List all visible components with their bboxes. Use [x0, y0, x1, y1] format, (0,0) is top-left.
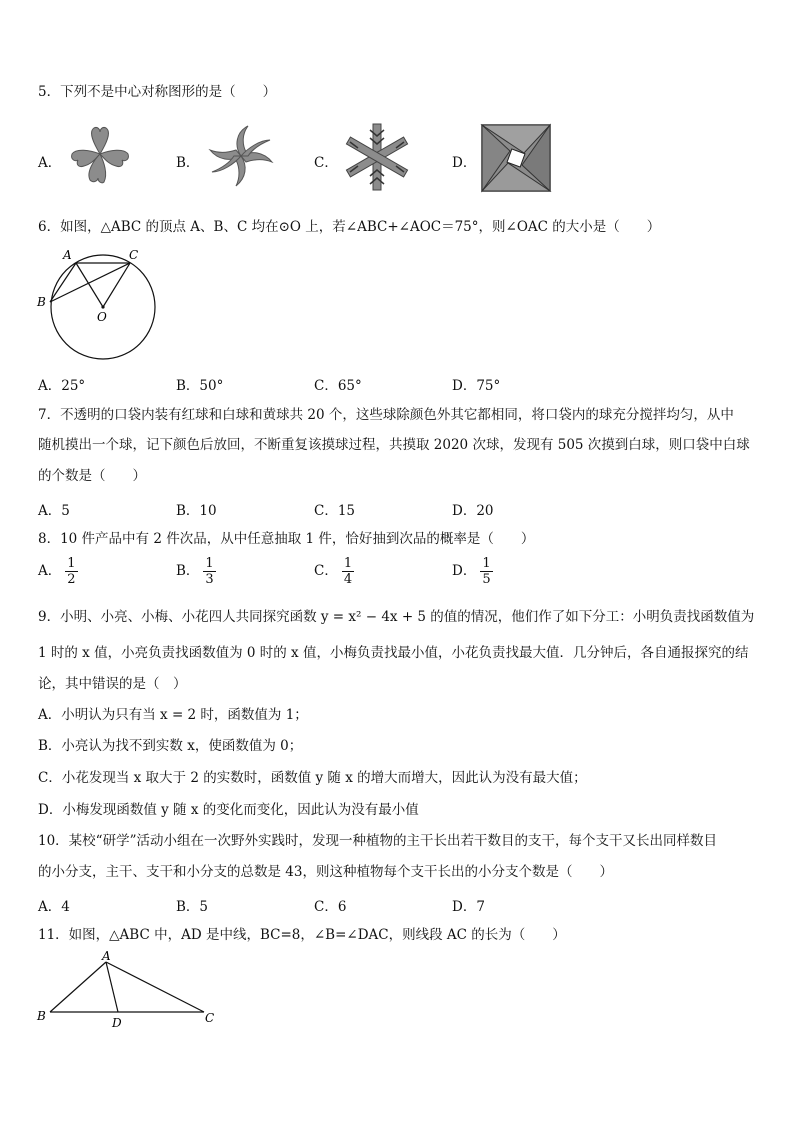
- q8-stem: 8．10 件产品中有 2 件次品，从中任意抽取 1 件，恰好抽到次品的概率是（ ）: [38, 531, 535, 547]
- q8-option-a: [38, 556, 78, 587]
- q5-figure-d-square-pattern: [480, 123, 552, 193]
- q5-figure-c-snowflake: [340, 120, 414, 194]
- q10-option-a: A．4: [38, 899, 70, 915]
- q6-circle-figure: [32, 244, 162, 360]
- q7-option-a: A．5: [38, 503, 70, 519]
- q8-option-a-denominator: 2: [67, 572, 76, 587]
- q9-option-a: A．小明认为只有当 x = 2 时，函数值为 1；: [38, 707, 308, 723]
- q8-option-b: [176, 556, 216, 587]
- q8-option-d-numerator: 1: [482, 556, 491, 571]
- q9-line3: 论，其中错误的是（ ）: [38, 676, 187, 692]
- q10-line1: 10．某校“研学”活动小组在一次野外实践时，发现一种植物的主干长出若干数目的支干，每个支干又长出同样数目: [38, 833, 717, 849]
- q11-label-a: A: [102, 950, 111, 963]
- q6-stem: 6．如图，△ABC 的顶点 A、B、C 均在⊙O 上，若∠ABC+∠AOC＝75°，则∠OAC 的大小是（ ）: [38, 219, 661, 235]
- q10-option-d: D．7: [452, 899, 485, 915]
- q7-option-b: B．10: [176, 503, 217, 519]
- q6-label-b: B: [37, 295, 46, 309]
- q8-option-d-denominator: 5: [482, 572, 491, 587]
- q8-option-d: [452, 556, 493, 587]
- q11-label-c: C: [205, 1011, 215, 1025]
- q6-label-o: O: [97, 310, 107, 324]
- q8-option-d-fraction: [480, 556, 492, 587]
- q8-option-c-numerator: 1: [343, 556, 353, 571]
- q7-line2: 随机摸出一个球，记下颜色后放回，不断重复该摸球过程，共摸取 2020 次球，发现有 505 次摸到白球，则口袋中白球: [38, 437, 750, 453]
- q11-label-b: B: [37, 1009, 46, 1023]
- q8-option-b-fraction: [203, 556, 215, 587]
- q8-option-b-label: B．: [176, 563, 200, 579]
- q5-option-b-label: B．: [176, 155, 200, 171]
- q5-stem: 5．下列不是中心对称图形的是（ ）: [38, 84, 277, 100]
- q11-stem: 11．如图，△ABC 中，AD 是中线，BC=8，∠B=∠DAC，则线段 AC 的长为（ ）: [38, 927, 566, 943]
- q9-line1: 9．小明、小亮、小梅、小花四人共同探究函数 y = x² − 4x + 5 的值的情况，他们作了如下分工：小明负责找函数值为: [38, 609, 755, 625]
- q10-option-c: C．6: [314, 899, 347, 915]
- q8-option-b-denominator: 3: [205, 572, 214, 587]
- q8-option-c-fraction: [342, 556, 354, 587]
- q6-option-d: D．75°: [452, 378, 501, 394]
- q8-option-a-numerator: 1: [67, 556, 76, 571]
- q9-option-d: D．小梅发现函数值 y 随 x 的变化而变化，因此认为没有最小值: [38, 802, 419, 818]
- q7-line3: 的个数是（ ）: [38, 468, 146, 484]
- q8-option-c-denominator: 4: [343, 572, 353, 587]
- q5-figure-b-pinwheel: [204, 120, 278, 192]
- q5-option-a-label: A．: [38, 155, 62, 171]
- q8-option-c-label: C．: [314, 563, 338, 579]
- q7-option-c: C．15: [314, 503, 356, 519]
- q8-option-a-label: A．: [38, 563, 62, 579]
- q7-line1: 7．不透明的口袋内装有红球和白球和黄球共 20 个，这些球除颜色外其它都相同，将口袋内的球充分搅拌均匀，从中: [38, 407, 734, 423]
- q8-option-d-label: D．: [452, 563, 477, 579]
- q5-figure-a-heart-flower: [64, 124, 136, 186]
- q7-option-d: D．20: [452, 503, 494, 519]
- q8-option-a-fraction: [65, 556, 77, 587]
- q6-option-a: A．25°: [38, 378, 86, 394]
- q5-option-d-label: D．: [452, 155, 477, 171]
- q11-triangle-figure: [34, 950, 224, 1032]
- q6-option-b: B．50°: [176, 378, 224, 394]
- q9-option-c: C．小花发现当 x 取大于 2 的实数时，函数值 y 随 x 的增大而增大，因此认为没有最大值；: [38, 770, 587, 786]
- q10-option-b: B．5: [176, 899, 209, 915]
- q10-line2: 的小分支，主干、支干和小分支的总数是 43，则这种植物每个支干长出的小分支个数是（ ）: [38, 864, 613, 880]
- q6-label-c: C: [129, 248, 139, 262]
- q9-line2: 1 时的 x 值，小亮负责找函数值为 0 时的 x 值，小梅负责找最小值，小花负责找最大值．几分钟后，各自通报探究的结: [38, 645, 749, 661]
- q11-label-d: D: [112, 1016, 122, 1030]
- q6-label-a: A: [63, 248, 72, 262]
- q5-option-c-label: C．: [314, 155, 338, 171]
- q8-option-c: [314, 556, 354, 587]
- q6-option-c: C．65°: [314, 378, 362, 394]
- q9-option-b: B．小亮认为找不到实数 x，使函数值为 0；: [38, 738, 303, 754]
- q8-option-b-numerator: 1: [205, 556, 214, 571]
